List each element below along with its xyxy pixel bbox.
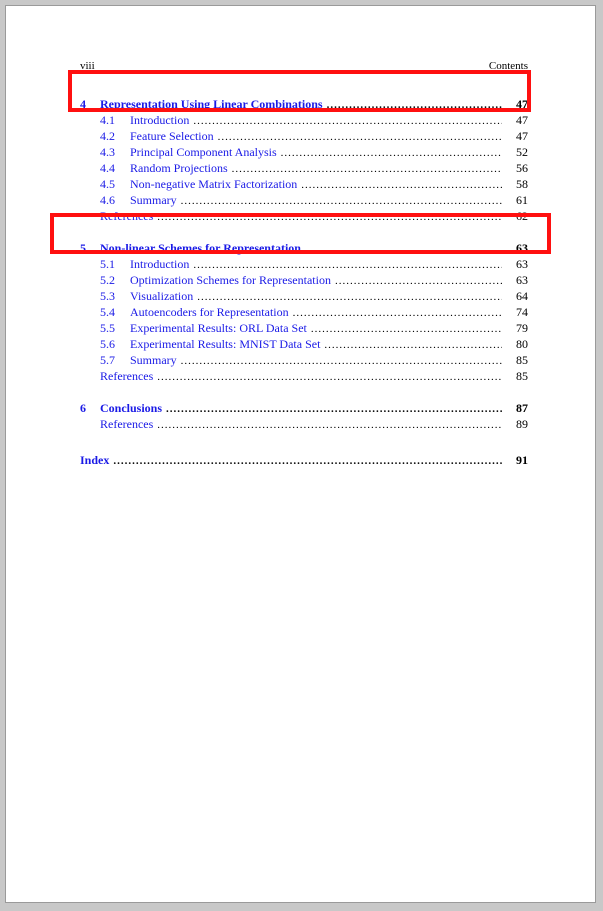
toc-chapter-5[interactable] [80,240,528,256]
toc-section-4-4[interactable] [80,160,528,176]
section-title[interactable]: Visualization [130,289,194,303]
page-number: 64 [516,289,528,303]
page-number: 85 [516,353,528,367]
page-number: 87 [516,401,528,415]
section-title[interactable]: Introduction [130,257,190,271]
references-title[interactable]: References [100,369,154,383]
dot-leader [181,193,502,209]
page-number: 61 [516,193,528,207]
section-title[interactable]: Experimental Results: ORL Data Set [130,321,307,335]
toc-section-4-1[interactable] [80,112,528,128]
toc-section-5-7[interactable] [80,352,528,368]
section-number: 4.6 [100,193,115,207]
dot-leader [157,417,502,433]
section-number: 5.5 [100,321,115,335]
toc-chapter-6[interactable] [80,400,528,416]
dot-leader [301,177,502,193]
dot-leader [335,273,502,289]
page-number: 56 [516,161,528,175]
chapter-title[interactable]: Conclusions [100,401,163,415]
dot-leader [157,209,502,225]
section-title[interactable]: Optimization Schemes for Representation [130,273,331,287]
page-number: 74 [516,305,528,319]
dot-leader [327,97,502,113]
chapter-number: 5 [80,241,86,255]
section-number: 5.6 [100,337,115,351]
toc-section-4-6[interactable] [80,192,528,208]
dot-leader [281,145,502,161]
dot-leader [193,113,502,129]
section-number: 4.1 [100,113,115,127]
document-page [5,5,596,903]
running-header [80,60,528,74]
chapter-title[interactable]: Representation Using Linear Combinations [100,97,323,111]
section-number: 5.2 [100,273,115,287]
toc-references-ch6[interactable] [80,416,528,432]
page-number-roman: viii [80,60,95,72]
references-title[interactable]: References [100,417,154,431]
toc-section-4-5[interactable] [80,176,528,192]
chapter-number: 6 [80,401,86,415]
dot-leader [197,289,502,305]
page-number: 58 [516,177,528,191]
spacer [80,384,528,394]
section-title[interactable]: Non-negative Matrix Factorization [130,177,298,191]
toc-section-5-3[interactable] [80,288,528,304]
dot-leader [113,453,502,469]
section-title[interactable]: Introduction [130,113,190,127]
table-of-contents [80,90,528,468]
index-title[interactable]: Index [80,453,110,467]
dot-leader [218,129,502,145]
page-number: 47 [516,97,528,111]
section-title[interactable]: Summary [130,353,177,367]
page-number: 85 [516,369,528,383]
page-number: 63 [516,273,528,287]
toc-section-5-1[interactable] [80,256,528,272]
page-number: 63 [516,257,528,271]
dot-leader [311,321,502,337]
running-title: Contents [488,60,528,72]
section-number: 4.5 [100,177,115,191]
toc-chapter-4[interactable] [80,96,528,112]
section-number: 4.4 [100,161,115,175]
toc-section-5-5[interactable] [80,320,528,336]
spacer [80,224,528,234]
dot-leader [324,337,502,353]
toc-section-5-2[interactable] [80,272,528,288]
dot-leader [305,241,502,257]
chapter-number: 4 [80,97,86,111]
section-title[interactable]: Experimental Results: MNIST Data Set [130,337,321,351]
dot-leader [166,401,502,417]
dot-leader [293,305,502,321]
spacer [80,432,528,446]
dot-leader [157,369,502,385]
dot-leader [232,161,502,177]
section-title[interactable]: Summary [130,193,177,207]
section-number: 5.1 [100,257,115,271]
references-title[interactable]: References [100,209,154,223]
section-number: 5.3 [100,289,115,303]
toc-section-5-6[interactable] [80,336,528,352]
section-title[interactable]: Autoencoders for Representation [130,305,289,319]
page-number: 89 [516,417,528,431]
section-number: 4.2 [100,129,115,143]
page-number: 62 [516,209,528,223]
toc-section-4-3[interactable] [80,144,528,160]
toc-index[interactable] [80,452,528,468]
page-number: 52 [516,145,528,159]
toc-references-ch5[interactable] [80,368,528,384]
page-number: 47 [516,113,528,127]
page-number: 91 [516,453,528,467]
section-number: 5.7 [100,353,115,367]
section-number: 4.3 [100,145,115,159]
dot-leader [193,257,502,273]
chapter-title[interactable]: Non-linear Schemes for Representation [100,241,301,255]
page-number: 47 [516,129,528,143]
dot-leader [181,353,502,369]
toc-section-4-2[interactable] [80,128,528,144]
toc-section-5-4[interactable] [80,304,528,320]
toc-references-ch4[interactable] [80,208,528,224]
section-title[interactable]: Random Projections [130,161,228,175]
section-title[interactable]: Principal Component Analysis [130,145,277,159]
section-title[interactable]: Feature Selection [130,129,214,143]
page-number: 63 [516,241,528,255]
page-number: 79 [516,321,528,335]
section-number: 5.4 [100,305,115,319]
page-number: 80 [516,337,528,351]
